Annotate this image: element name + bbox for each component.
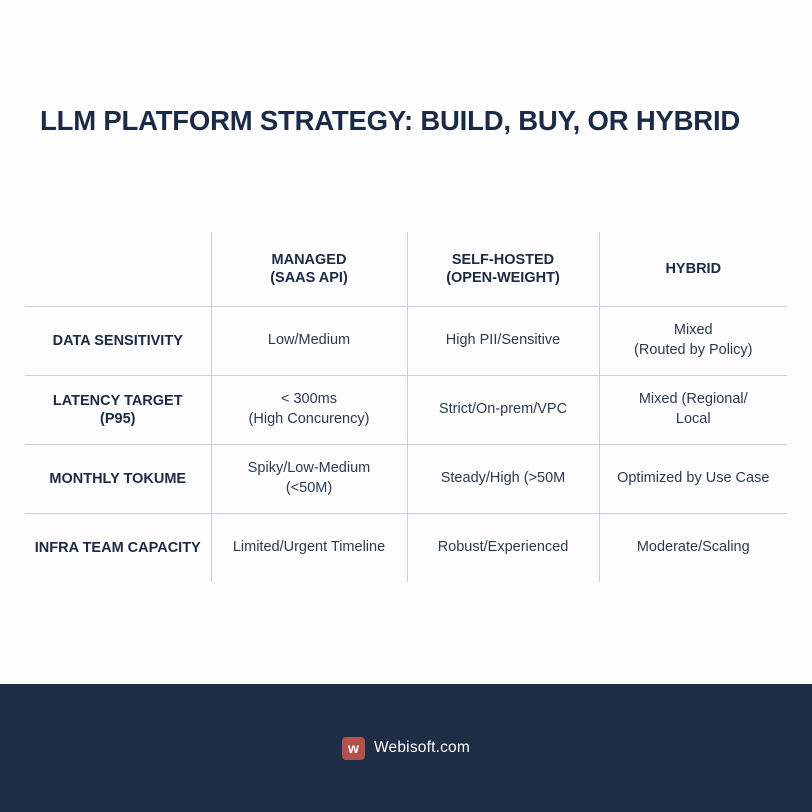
- webisoft-logo-icon: w: [342, 737, 365, 760]
- cell-line1: < 300ms: [280, 391, 338, 408]
- row-header-latency-target: [25, 376, 211, 445]
- cell-infra-hybrid: [599, 514, 787, 583]
- column-header-line1: HYBRID: [665, 260, 722, 277]
- row-header-infra-team-capacity: [25, 514, 211, 583]
- row-header-line2: (P95): [100, 411, 136, 427]
- brand-lockup: [342, 737, 470, 760]
- cell-line1: Spiky/Low-Medium: [247, 460, 371, 477]
- cell-line1: Mixed (Regional/: [638, 391, 748, 408]
- table-corner-cell: [25, 232, 211, 307]
- row-header-line1: MONTHLY TOKUME: [49, 470, 187, 487]
- row-header-line1: DATA SENSITIVITY: [52, 332, 183, 349]
- cell-latency-hybrid: [599, 376, 787, 445]
- cell-line1: Limited/Urgent Timeline: [232, 539, 386, 556]
- cell-volume-hybrid: [599, 445, 787, 514]
- cell-line2: (<50M): [285, 480, 333, 496]
- cell-volume-self-hosted: [407, 445, 599, 514]
- cell-line1: Low/Medium: [267, 332, 351, 349]
- cell-line2: Local: [675, 411, 711, 427]
- table-row: [25, 445, 787, 514]
- cell-line1: Strict/On-prem/VPC: [438, 401, 568, 418]
- cell-latency-managed: [211, 376, 407, 445]
- column-header-hybrid: [599, 232, 787, 307]
- cell-line2: (Routed by Policy): [634, 342, 753, 358]
- column-header-line2: (SAAS API): [270, 270, 348, 286]
- cell-data-sensitivity-hybrid: [599, 307, 787, 376]
- comparison-table: [25, 232, 787, 582]
- row-header-data-sensitivity: [25, 307, 211, 376]
- cell-infra-self-hosted: [407, 514, 599, 583]
- row-header-monthly-volume: [25, 445, 211, 514]
- brand-name: Webisoft.com: [373, 739, 470, 756]
- cell-volume-managed: [211, 445, 407, 514]
- cell-line1: Mixed: [673, 322, 713, 339]
- cell-latency-self-hosted: [407, 376, 599, 445]
- comparison-table-container: [25, 232, 787, 582]
- row-header-line1: INFRA TEAM CAPACITY: [34, 539, 201, 556]
- table-row: [25, 376, 787, 445]
- cell-line1: Moderate/Scaling: [636, 539, 750, 556]
- footer-bar: [0, 684, 812, 812]
- table-row: [25, 307, 787, 376]
- cell-line1: Steady/High (>50M: [440, 470, 566, 487]
- column-header-managed: [211, 232, 407, 307]
- column-header-line1: SELF-HOSTED: [451, 251, 555, 268]
- cell-data-sensitivity-managed: [211, 307, 407, 376]
- page-title: LLM PLATFORM STRATEGY: BUILD, BUY, OR HYBRID: [40, 105, 741, 136]
- column-header-line1: MANAGED: [271, 251, 347, 268]
- table-row: [25, 514, 787, 583]
- cell-line1: High PII/Sensitive: [445, 332, 561, 349]
- table-header-row: [25, 232, 787, 307]
- row-header-line1: LATENCY TARGET: [52, 392, 183, 409]
- cell-infra-managed: [211, 514, 407, 583]
- cell-line2: (High Concurency): [248, 411, 370, 427]
- cell-line1: Robust/Experienced: [437, 539, 569, 556]
- cell-data-sensitivity-self-hosted: [407, 307, 599, 376]
- cell-line1: Optimized by Use Case: [617, 470, 770, 487]
- column-header-line2: (OPEN-WEIGHT): [446, 270, 560, 286]
- column-header-self-hosted: [407, 232, 599, 307]
